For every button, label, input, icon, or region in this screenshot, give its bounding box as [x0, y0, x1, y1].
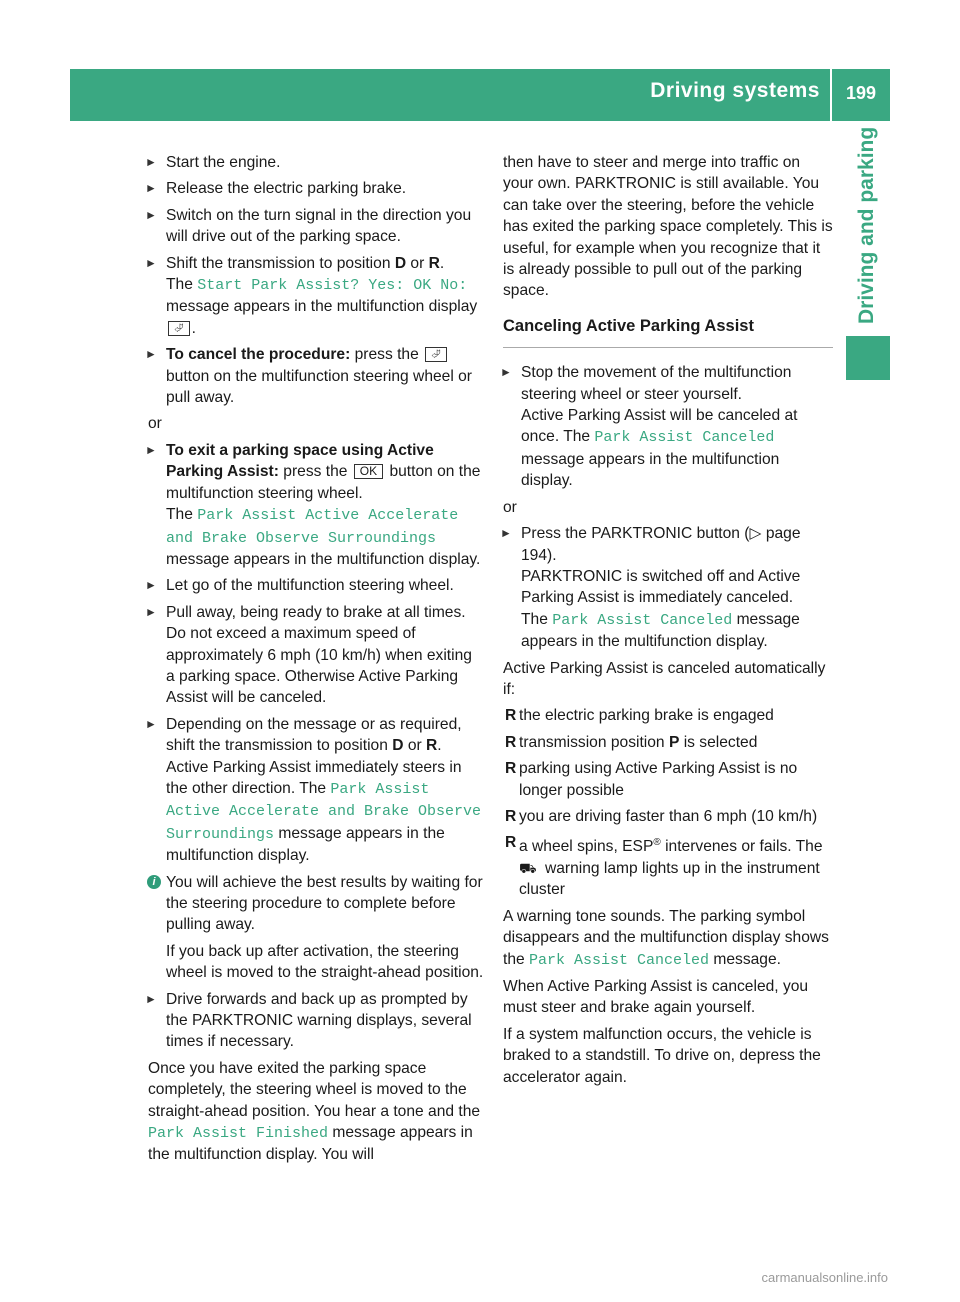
step-let-go: ► Let go of the multifunction steering wheel. — [148, 575, 484, 596]
display-message: Park Assist Canceled — [594, 429, 775, 447]
watermark-footer: carmanualsonline.info — [761, 1270, 888, 1285]
step-arrow-icon: ► — [145, 255, 157, 270]
esp-warning-lamp-icon: ⛟ — [519, 859, 537, 876]
display-message: Park Assist Canceled — [552, 611, 733, 629]
page-number: 199 — [845, 83, 877, 103]
display-message: Park Assist Active Accelerate and Brake Observe Surroundings — [166, 507, 459, 547]
step-shift-direction: ► Depending on the message or as required, shift the transmission to position D or R. Active Parking Assist immediately steers in the other direction. The Park Assist Active Accelerate and Brake Observe Surroundings message appears in the multifunction display. — [145, 715, 482, 865]
step-shift-transmission: ► Shift the transmission to position D or R. The Start Park Assist? Yes: OK No: message appears in the multifunction display ⮰ . — [145, 254, 478, 337]
step-cancel-procedure: ► To cancel the procedure: press the ⮰ button on the multifunction steering wheel or pull away. — [145, 346, 472, 407]
chapter-tab-label: Driving and parking — [855, 126, 878, 324]
bullet-item: R the electric parking brake is engaged — [505, 707, 774, 725]
paragraph-exited: Once you have exited the parking space completely, the steering wheel is moved to the straight-ahead position. You hear a tone and the Park Assist Finished message appears in the multifunction display. You will — [148, 1059, 481, 1164]
page-header — [70, 69, 890, 121]
display-message: Park Assist Active Accelerate and Brake Observe Surroundings — [166, 780, 482, 843]
bullet-item: R a wheel spins, ESP® intervenes or fails. The ⛟ warning lamp lights up in the instrument cluster — [505, 834, 823, 899]
chapter-marker — [846, 336, 890, 380]
step-arrow-icon: ► — [145, 716, 157, 731]
section-heading: Canceling Active Parking Assist — [503, 316, 833, 348]
step-arrow-icon: ► — [145, 347, 157, 362]
back-button-icon: ⮰ — [168, 321, 190, 336]
step-press-parktronic: ► Press the PARKTRONIC button (▷ page 194). PARKTRONIC is switched off and Active Parking Assist is immediately canceled. The Park Assist Canceled message appears in the multifunction display. — [500, 525, 801, 651]
step-exit-parking: ► To exit a parking space using Active Parking Assist: press the OK button on the multifunction steering wheel. The Park Assist Active Accelerate and Brake Observe Surroundings message appears in the multifunction display. — [145, 441, 481, 568]
step-drive-prompted: ► Drive forwards and back up as prompted by the PARKTRONIC warning displays, several times if necessary. — [145, 990, 472, 1051]
paragraph-continued: then have to steer and merge into traffic on your own. PARKTRONIC is still available. You can take over the steering, before the vehicle has exited the parking space completely. This is useful, for example when you recognize that it is already possible to pull out of the parking space. — [503, 154, 833, 300]
paragraph-malfunction: If a system malfunction occurs, the vehicle is braked to a standstill. To drive on, depress the accelerator again. — [503, 1025, 821, 1086]
bullet-item: R transmission position P is selected — [505, 733, 758, 751]
display-message: Park Assist Finished — [148, 1125, 329, 1143]
step-pull-away: ► Pull away, being ready to brake at all times. Do not exceed a maximum speed of approximately 6 mph (10 km/h) when exiting a parking space. Otherwise Active Parking Assist will be canceled. — [145, 603, 472, 707]
left-column — [145, 152, 484, 1171]
section-title: Driving systems — [650, 79, 820, 102]
back-button-icon: ⮰ — [425, 347, 447, 362]
or-text: or — [503, 498, 517, 516]
step-arrow-icon: ► — [145, 578, 157, 593]
header-divider — [830, 69, 832, 121]
display-message: Park Assist Canceled — [529, 951, 710, 969]
bullet-item: R parking using Active Parking Assist is no longer possible — [505, 760, 798, 799]
paragraph-canceled-if: Active Parking Assist is canceled automatically if: — [503, 659, 826, 698]
step-arrow-icon: ► — [145, 155, 157, 169]
right-column — [500, 152, 833, 1093]
step-turn-signal: ► Switch on the turn signal in the direction you will drive out of the parking space. — [145, 206, 472, 246]
ok-button-icon: OK — [354, 464, 383, 479]
step-arrow-icon: ► — [145, 604, 157, 619]
info-icon: i — [147, 875, 161, 889]
step-arrow-icon: ► — [145, 181, 157, 196]
display-message: Start Park Assist? Yes: OK No: — [197, 277, 468, 295]
info-note: i You will achieve the best results by waiting for the steering procedure to complete before pulling away. If you back up after activation, the steering wheel is moved to the straight-ahead position. — [148, 872, 484, 984]
step-arrow-icon: ► — [500, 365, 512, 380]
step-arrow-icon: ► — [145, 442, 157, 457]
step-arrow-icon: ► — [500, 526, 512, 541]
step-arrow-icon: ► — [145, 207, 157, 222]
or-text: or — [148, 415, 162, 433]
step-stop-movement: ► Stop the movement of the multifunction steering wheel or steer yourself. Active Parking Assist will be canceled at once. The Park Assist Canceled message appears in the multifunction display. — [500, 364, 798, 490]
page-reference[interactable]: ▷ page 194 — [521, 525, 801, 564]
step-arrow-icon: ► — [145, 991, 157, 1006]
step-start-engine: ► Start the engine. — [148, 152, 484, 173]
bullet-item: R you are driving faster than 6 mph (10 km/h) — [505, 807, 818, 825]
step-release-brake: ► Release the electric parking brake. — [148, 178, 484, 199]
paragraph-warning-tone: A warning tone sounds. The parking symbol disappears and the multifunction display shows the Park Assist Canceled message. — [503, 907, 829, 969]
paragraph-steer-again: When Active Parking Assist is canceled, you must steer and brake again yourself. — [503, 978, 809, 1017]
